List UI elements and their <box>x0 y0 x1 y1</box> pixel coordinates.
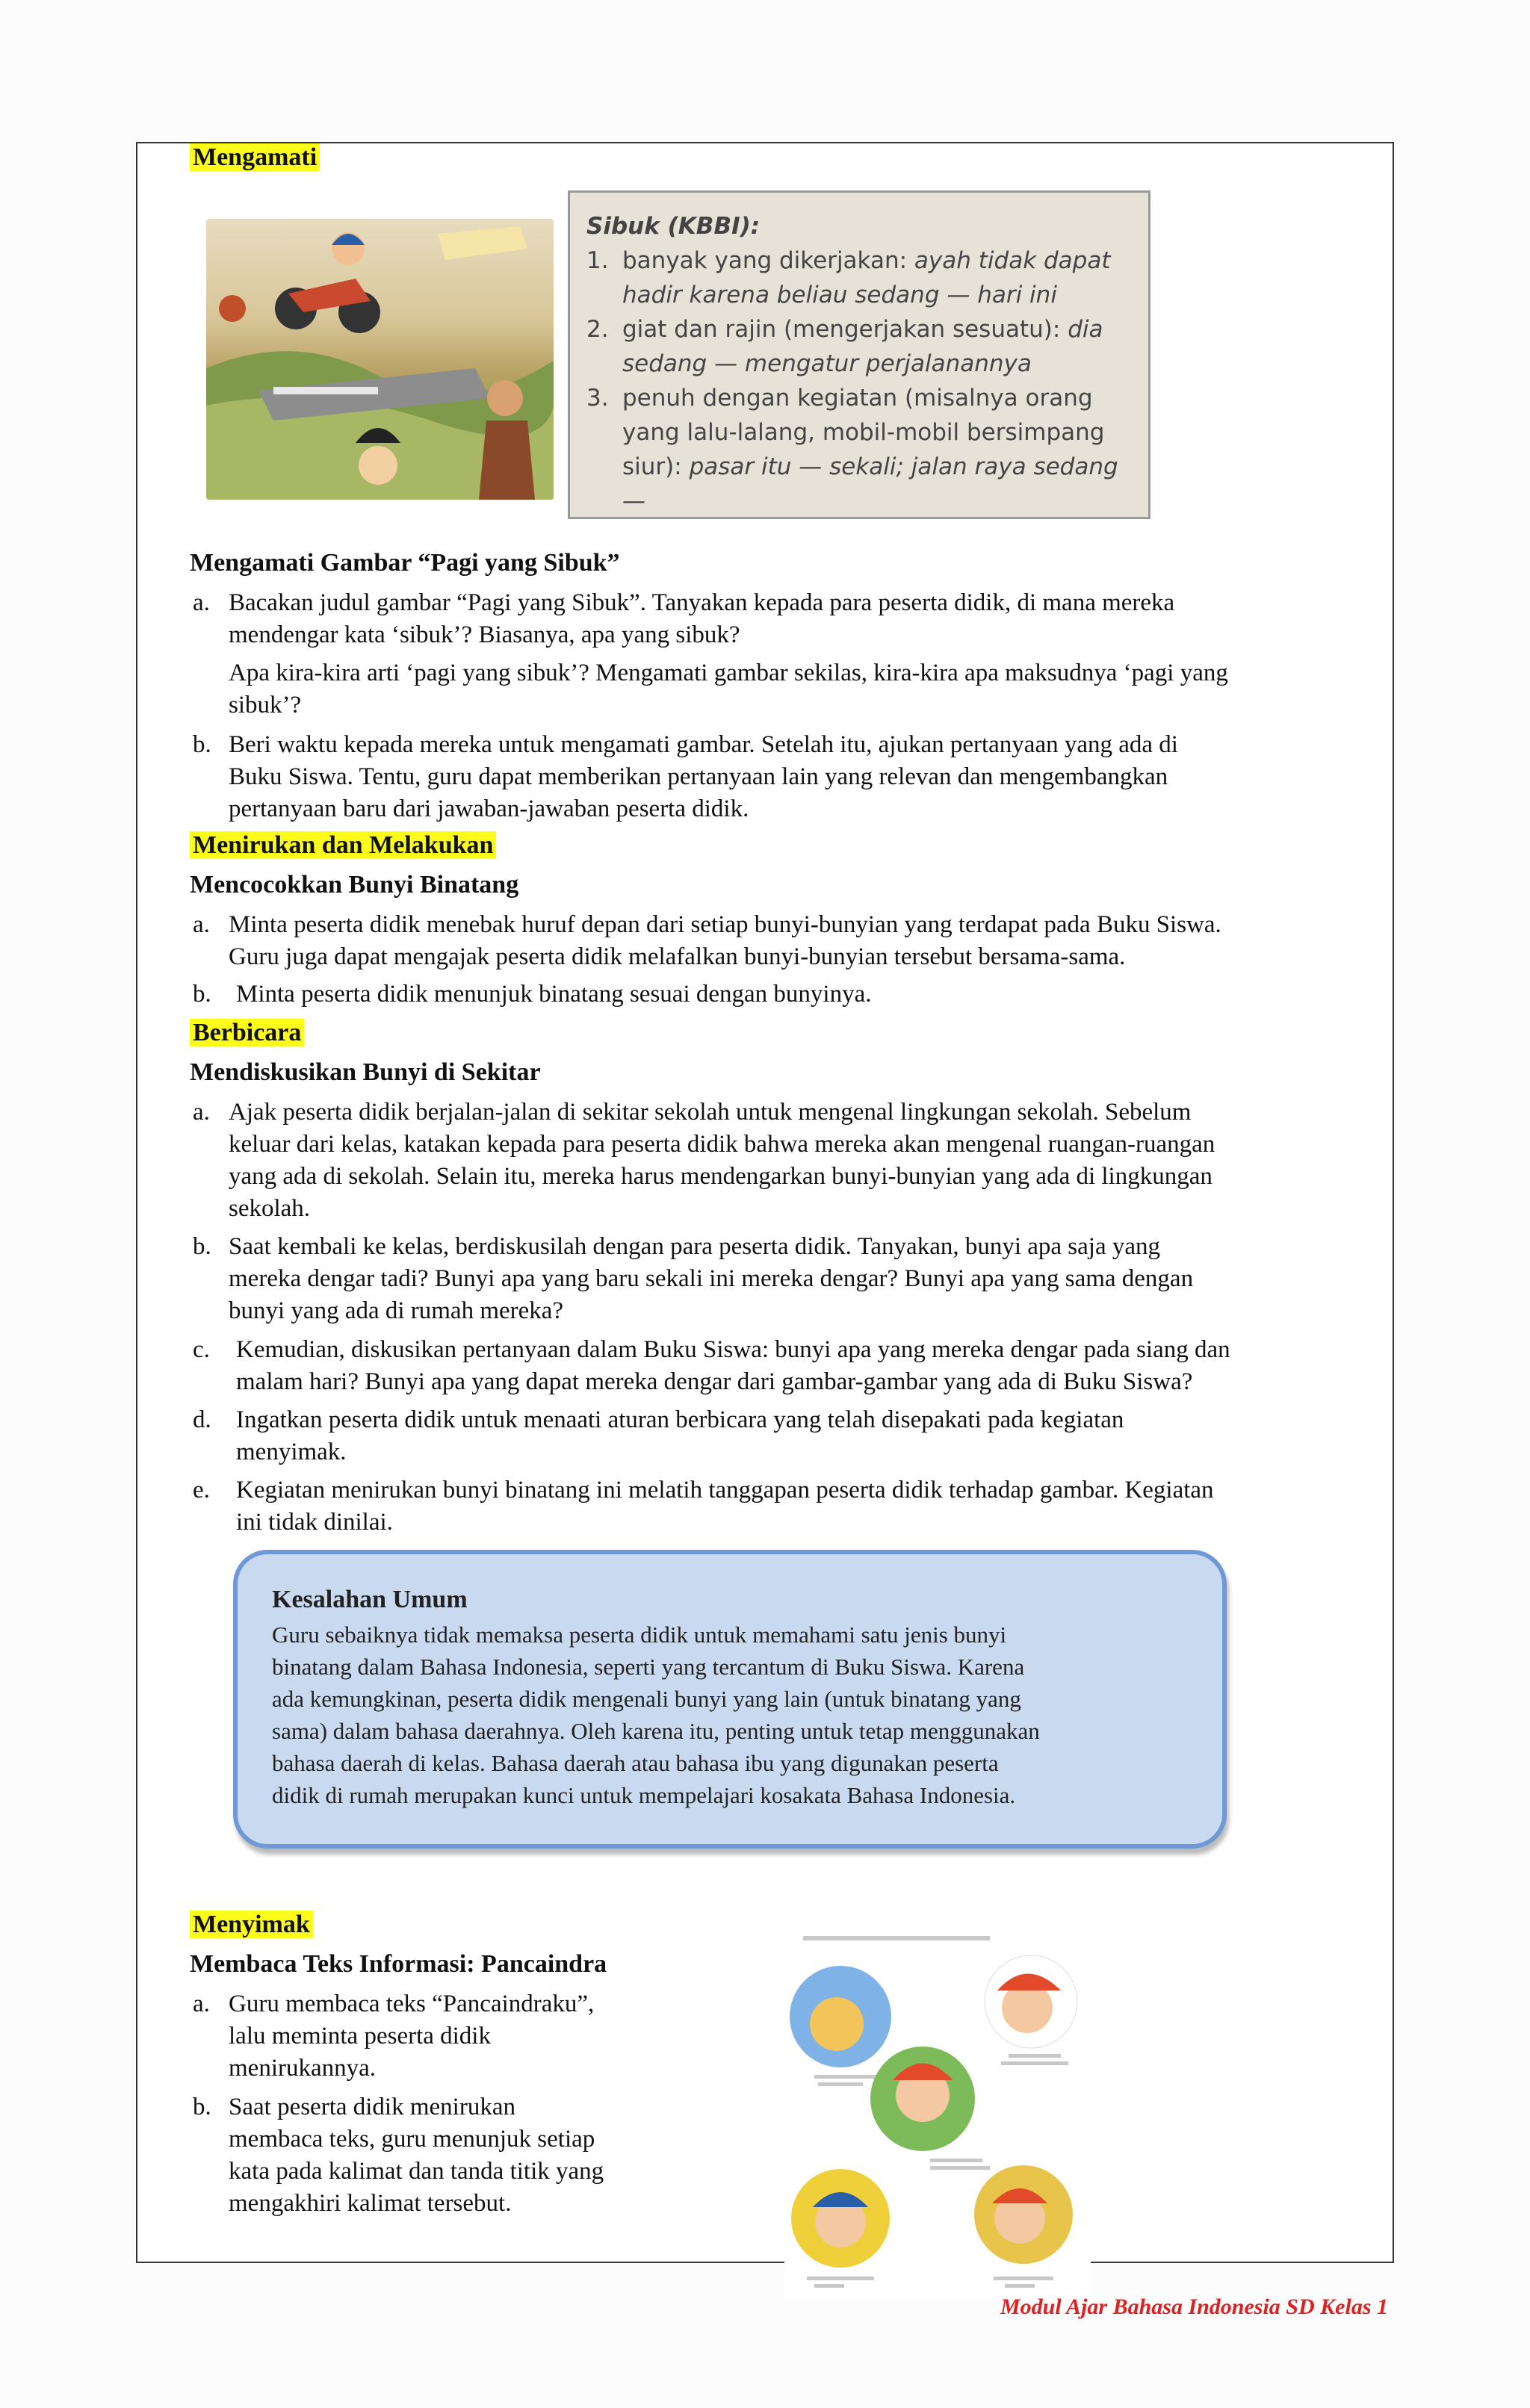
kbbi-item-3 <box>586 381 1133 518</box>
list-text: sibuk’? <box>229 692 302 719</box>
list-text: Bacakan judul gambar “Pagi yang Sibuk”. Tanyakan kepada para peserta didik, di mana mereka <box>229 589 1175 616</box>
kbbi-example: pasar itu — sekali; jalan raya sedang — <box>622 453 1118 515</box>
list-text: mendengar kata ‘sibuk’? Biasanya, apa yang sibuk? <box>229 621 740 648</box>
kbbi-example: hadir karena beliau sedang — hari ini <box>622 282 1057 308</box>
five-senses-illustration <box>784 1920 1091 2300</box>
illustration-svg <box>206 219 554 500</box>
section-heading: Berbicara <box>190 1019 304 1046</box>
list-item <box>193 1404 1373 1468</box>
list-text: Ajak peserta didik berjalan-jalan di sekitar sekolah untuk mengenal lingkungan sekolah. Sebelum <box>229 1099 1192 1126</box>
list-text: Kegiatan menirukan bunyi binatang ini melatih tanggapan peserta didik terhadap gambar. Kegiatan <box>236 1477 1214 1504</box>
list-text: ini tidak dinilai. <box>236 1509 393 1536</box>
list-text: malam hari? Bunyi apa yang dapat mereka dengar dari gambar-gambar yang ada di Buku Siswa? <box>236 1368 1193 1395</box>
callout-title: Kesalahan Umum <box>272 1586 468 1613</box>
list-item <box>193 729 1373 825</box>
section-mengamati <box>190 143 320 172</box>
list-text: pertanyaan baru dari jawaban-jawaban peserta didik. <box>229 795 749 822</box>
list-text: Ingatkan peserta didik untuk menaati aturan berbicara yang telah disepakati pada kegiatan <box>236 1406 1124 1433</box>
list-text: Kemudian, diskusikan pertanyaan dalam Buku Siswa: bunyi apa yang mereka dengar pada siang dan <box>236 1336 1230 1363</box>
list-text: Beri waktu kepada mereka untuk mengamati gambar. Setelah itu, ajukan pertanyaan yang ada di <box>229 731 1178 758</box>
list-letter: e. <box>193 1477 210 1504</box>
list-letter: a. <box>193 1990 210 2017</box>
list-text: kata pada kalimat dan tanda titik yang <box>229 2158 604 2185</box>
list-letter: b. <box>193 1233 211 1260</box>
callout-body <box>272 1619 1177 1811</box>
kbbi-text: banyak yang dikerjakan: <box>622 247 914 274</box>
list-text: Guru membaca teks “Pancaindraku”, <box>229 1990 595 2017</box>
callout-line: ada kemungkinan, peserta didik mengenali bunyi yang lain (untuk binatang yang <box>272 1686 1021 1712</box>
kbbi-text: penuh dengan kegiatan (misalnya orang <box>622 385 1093 412</box>
section-menirukan <box>190 831 496 860</box>
kbbi-title: Sibuk (KBBI): <box>586 213 761 240</box>
kbbi-example: ayah tidak dapat <box>914 247 1111 274</box>
subheading-bunyi-binatang: Mencocokkan Bunyi Binatang <box>190 871 519 899</box>
list-text: Saat peserta didik menirukan <box>229 2094 515 2120</box>
list-text: bunyi yang ada di rumah mereka? <box>229 1297 564 1324</box>
subheading-mengamati-gambar: Mengamati Gambar “Pagi yang Sibuk” <box>190 549 620 577</box>
section-berbicara <box>190 1019 304 1047</box>
list-text: sekolah. <box>229 1195 311 1222</box>
list-text: yang ada di sekolah. Selain itu, mereka harus mendengarkan bunyi-bunyian yang ada di lingkungan <box>229 1163 1212 1190</box>
list-text: menirukannya. <box>229 2055 377 2082</box>
list-text: lalu meminta peserta didik <box>229 2023 491 2049</box>
list-item <box>193 909 1373 973</box>
callout-line: bahasa daerah di kelas. Bahasa daerah atau bahasa ibu yang digunakan peserta <box>272 1750 999 1776</box>
list-letter: c. <box>193 1336 210 1363</box>
callout-line: binatang dalam Bahasa Indonesia, seperti yang tercantum di Buku Siswa. Karena <box>272 1654 1025 1680</box>
callout-line: didik di rumah merupakan kunci untuk mempelajari kosakata Bahasa Indonesia. <box>272 1782 1016 1808</box>
list-item <box>193 1334 1373 1398</box>
callout-line: Guru sebaiknya tidak memaksa peserta didik untuk memahami satu jenis bunyi <box>272 1622 1007 1648</box>
list-text: Apa kira-kira arti ‘pagi yang sibuk’? Mengamati gambar sekilas, kira-kira apa maksudnya ‘pagi yang <box>229 660 1228 686</box>
subheading-bunyi-sekitar: Mendiskusikan Bunyi di Sekitar <box>190 1058 541 1086</box>
list-item <box>193 1231 1373 1327</box>
kbbi-example: sedang — mengatur perjalanannya <box>622 350 1032 377</box>
section-heading: Menyimak <box>190 1911 313 1938</box>
list-letter: a. <box>193 911 210 938</box>
kbbi-number: 1. <box>586 247 609 274</box>
kbbi-example: dia <box>1068 316 1103 343</box>
kbbi-text: siur): <box>622 453 690 480</box>
page-footer: Modul Ajar Bahasa Indonesia SD Kelas 1 <box>1000 2294 1388 2319</box>
list-text: Buku Siswa. Tentu, guru dapat memberikan pertanyaan lain yang relevan dan mengembangkan <box>229 763 1168 790</box>
list-item <box>193 587 1373 722</box>
list-text: Minta peserta didik menebak huruf depan dari setiap bunyi-bunyian yang terdapat pada Buku Siswa. <box>229 911 1221 938</box>
kbbi-item-2 <box>586 312 1133 381</box>
subheading-pancaindra: Membaca Teks Informasi: Pancaindra <box>190 1950 607 1978</box>
kbbi-number: 3. <box>586 385 609 412</box>
list-letter: a. <box>193 1099 210 1126</box>
list-letter: b. <box>193 2094 211 2120</box>
list-text: Saat kembali ke kelas, berdiskusilah dengan para peserta didik. Tanyakan, bunyi apa saja yang <box>229 1233 1161 1260</box>
list-text: Guru juga dapat mengajak peserta didik melafalkan bunyi-bunyian tersebut bersama-sama. <box>229 943 1126 970</box>
kbbi-definition-box <box>568 190 1150 519</box>
five-senses-svg <box>784 1920 1091 2300</box>
kbbi-text: giat dan rajin (mengerjakan sesuatu): <box>622 316 1068 343</box>
kbbi-item-1 <box>586 243 1133 312</box>
list-letter: d. <box>193 1406 211 1433</box>
list-letter: b. <box>193 731 211 758</box>
list-item <box>193 1474 1373 1539</box>
list-letter: a. <box>193 589 210 616</box>
list-text: mengakhiri kalimat tersebut. <box>229 2190 512 2217</box>
list-text: Minta peserta didik menunjuk binatang sesuai dengan bunyinya. <box>236 981 872 1008</box>
section-heading: Mengamati <box>190 143 320 171</box>
list-item <box>193 1988 775 2085</box>
list-item <box>193 1096 1373 1225</box>
list-text: membaca teks, guru menunjuk setiap <box>229 2126 595 2153</box>
list-text: mereka dengar tadi? Bunyi apa yang baru sekali ini mereka dengar? Bunyi apa yang sama dengan <box>229 1265 1194 1292</box>
kbbi-number: 2. <box>586 316 609 343</box>
busy-morning-illustration <box>206 219 554 500</box>
callout-line: sama) dalam bahasa daerahnya. Oleh karena itu, penting untuk tetap menggunakan <box>272 1718 1040 1744</box>
section-heading: Menirukan dan Melakukan <box>190 831 496 859</box>
kbbi-text: yang lalu-lalang, mobil-mobil bersimpang <box>622 419 1105 446</box>
list-item <box>193 2091 775 2220</box>
list-letter: b. <box>193 981 211 1008</box>
list-text: keluar dari kelas, katakan kepada para peserta didik bahwa mereka akan mengenal ruangan-ruangan <box>229 1131 1215 1158</box>
list-text: menyimak. <box>236 1439 347 1465</box>
section-menyimak <box>190 1911 313 1939</box>
common-mistake-callout <box>233 1550 1227 1849</box>
list-item <box>193 978 1373 1011</box>
